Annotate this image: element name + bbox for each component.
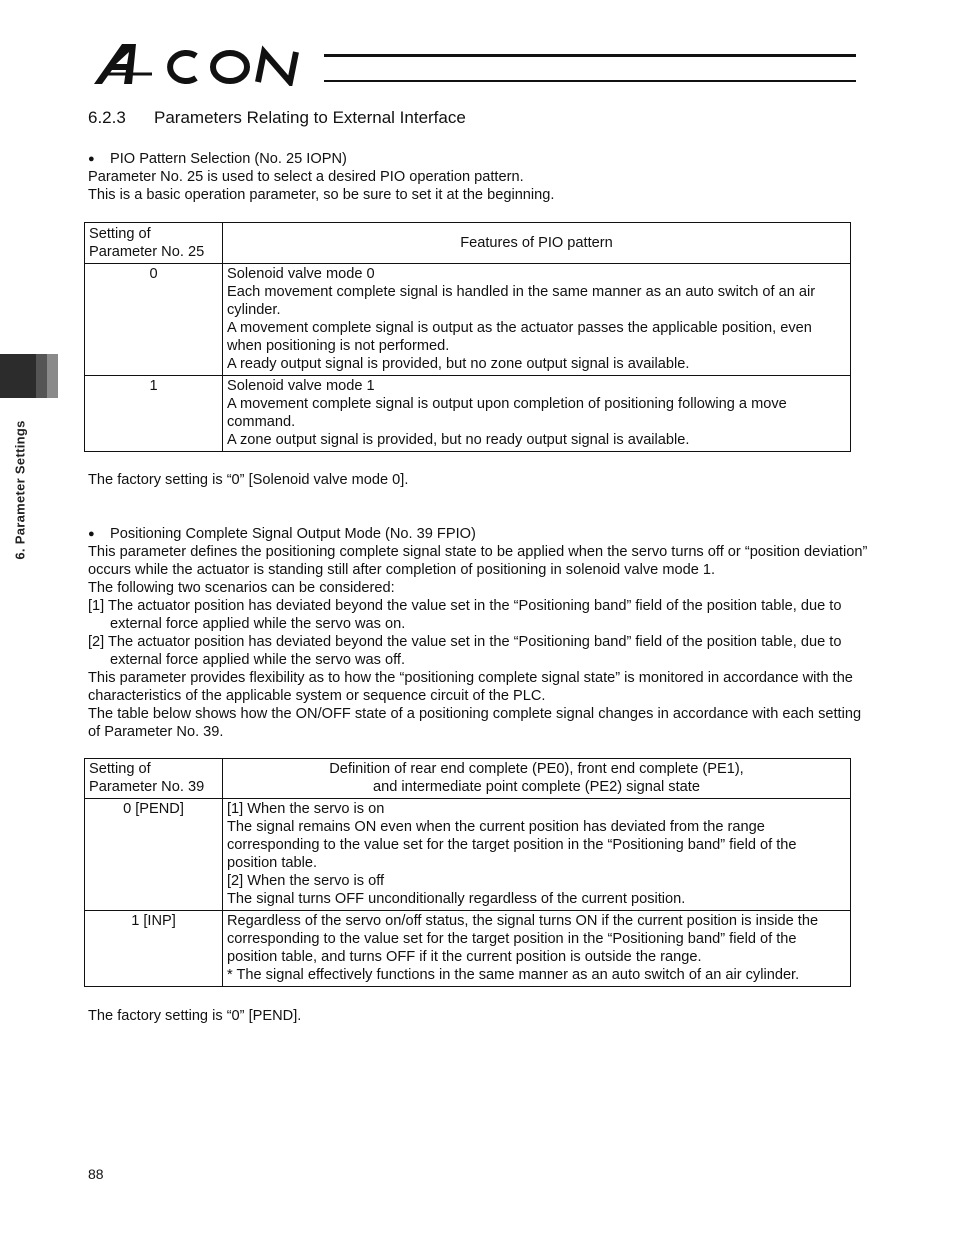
section-title: Parameters Relating to External Interface: [154, 108, 466, 127]
fpio-intro-text: This parameter defines the positioning complete signal state to be applied when the servo turns off or “position deviation” occurs while the actuator is standing still after completion of positioning in solenoid valve mode 1.: [88, 544, 868, 578]
table-row: [85, 911, 851, 987]
chapter-tab-light: [47, 354, 58, 398]
chapter-tab-dark: [0, 354, 36, 398]
cell-line: Solenoid valve mode 1: [227, 378, 375, 394]
pio-table: [84, 222, 851, 452]
table-row: [85, 376, 851, 452]
header-rule-bottom: [324, 80, 856, 82]
pio-line: Parameter No. 25 is used to select a desired PIO operation pattern.: [88, 169, 524, 185]
cell-line: A movement complete signal is output upon completion of positioning following a move command.: [227, 396, 787, 430]
pio-line: This is a basic operation parameter, so be sure to set it at the beginning.: [88, 187, 555, 203]
table-header-row: [85, 223, 851, 264]
cell-line: A zone output signal is provided, but no ready output signal is available.: [227, 432, 690, 448]
definition-cell: [223, 911, 851, 987]
fpio-table: [84, 758, 851, 987]
setting-cell: 1 [INP]: [85, 911, 223, 987]
cell-line: Each movement complete signal is handled in the same manner as an auto switch of an air cylinder.: [227, 284, 816, 318]
header-text: Setting of: [89, 225, 151, 242]
header-text: Definition of rear end complete (PE0), front end complete (PE1),: [329, 761, 744, 777]
header-text: Parameter No. 25: [89, 243, 205, 260]
fpio-table-intro: The table below shows how the ON/OFF state of a positioning complete signal changes in accordance with each setting of Parameter No. 39.: [88, 706, 862, 740]
setting-cell: 1: [85, 376, 223, 452]
header-text: and intermediate point complete (PE2) signal state: [373, 779, 700, 795]
pio-factory-note: The factory setting is “0” [Solenoid valve mode 0].: [88, 472, 409, 488]
page-number: 88: [88, 1166, 104, 1182]
section-heading: [88, 108, 466, 128]
table-header-row: [85, 759, 851, 799]
chapter-label: 6. Parameter Settings: [12, 420, 28, 560]
fpio-scenario-2: [2] The actuator position has deviated beyond the value set in the “Positioning band” field of the position table, due to external force applied while the servo was off.: [88, 634, 842, 668]
table-header-cell: [85, 223, 223, 264]
fpio-bullet-title: ● Positioning Complete Signal Output Mode (No. 39 FPIO): [88, 525, 868, 543]
cell-line: Regardless of the servo on/off status, the signal turns ON if the current position is inside the corresponding to the value set for the target position in the “Positioning band” field of the position table, and turns OFF if it the current position is outside the range.: [227, 913, 819, 965]
cell-line: The signal turns OFF unconditionally regardless of the current position.: [227, 891, 686, 907]
table-header-cell: [85, 759, 223, 799]
cell-line: [2] When the servo is off: [227, 873, 385, 889]
cell-line: A movement complete signal is output as the actuator passes the applicable position, even when positioning is not performed.: [227, 320, 812, 354]
fpio-scenario-1: [1] The actuator position has deviated beyond the value set in the “Positioning band” field of the position table, due to external force applied while the servo was on.: [88, 598, 842, 632]
cell-line: * The signal effectively functions in the same manner as an auto switch of an air cylinder.: [227, 967, 800, 983]
acon-logo: [92, 40, 332, 86]
table-row: [85, 264, 851, 376]
table-header-cell: Features of PIO pattern: [223, 223, 851, 264]
header-rule-top: [324, 54, 856, 57]
header-text: Parameter No. 39: [89, 779, 205, 795]
cell-line: A ready output signal is provided, but no zone output signal is available.: [227, 356, 690, 372]
fpio-factory-note: The factory setting is “0” [PEND].: [88, 1008, 302, 1024]
setting-cell: 0: [85, 264, 223, 376]
cell-line: Solenoid valve mode 0: [227, 266, 375, 282]
fpio-scenarios-intro: The following two scenarios can be considered:: [88, 580, 395, 596]
fpio-intro: [88, 525, 868, 741]
section-number: 6.2.3: [88, 108, 126, 127]
pio-bullet-title: ● PIO Pattern Selection (No. 25 IOPN): [88, 150, 868, 168]
definition-cell: [223, 799, 851, 911]
feature-cell: [223, 264, 851, 376]
table-header-cell: [223, 759, 851, 799]
fpio-flexibility: This parameter provides flexibility as to how the “positioning complete signal state” is monitored in accordance with the characteristics of the applicable system or sequence circuit of the PLC.: [88, 670, 853, 704]
feature-cell: [223, 376, 851, 452]
setting-cell: 0 [PEND]: [85, 799, 223, 911]
pio-intro: [88, 150, 868, 204]
cell-line: The signal remains ON even when the current position has deviated from the range corresponding to the value set for the target position in the “Positioning band” field of the position table.: [227, 819, 797, 871]
cell-line: [1] When the servo is on: [227, 801, 385, 817]
header-text: Setting of: [89, 761, 151, 777]
chapter-tab-mid: [36, 354, 47, 398]
table-row: [85, 799, 851, 911]
